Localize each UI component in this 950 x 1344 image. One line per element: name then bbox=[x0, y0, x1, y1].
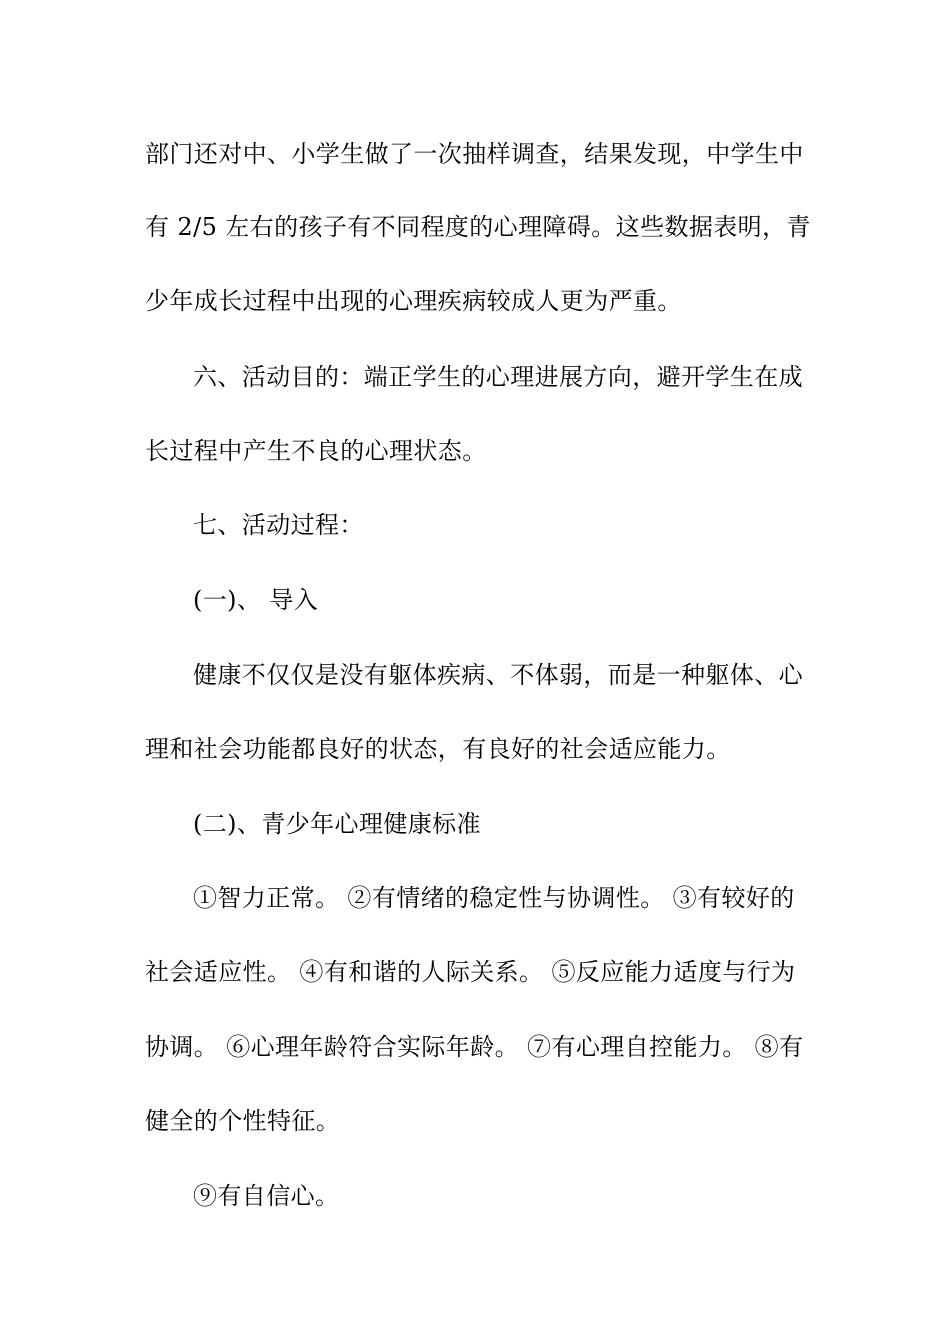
text-line: 部门还对中、小学生做了一次抽样调查，结果发现，中学生中 bbox=[145, 140, 804, 168]
section-heading: 七、活动过程： bbox=[193, 511, 364, 539]
text-line: 长过程中产生不良的心理状态。 bbox=[145, 437, 487, 465]
subsection-heading: (二)、青少年心理健康标准 bbox=[193, 810, 481, 838]
text-line: 少年成长过程中出现的心理疾病较成人更为严重。 bbox=[145, 287, 682, 315]
text-line: 协调。 ⑥心理年龄符合实际年龄。 ⑦有心理自控能力。 ⑧有 bbox=[145, 1033, 804, 1061]
text-line: 健全的个性特征。 bbox=[145, 1107, 341, 1135]
text-line: ①智力正常。 ②有情绪的稳定性与协调性。 ③有较好的 bbox=[193, 884, 795, 912]
subsection-heading: (一)、 导入 bbox=[193, 586, 319, 614]
text-line: 健康不仅仅是没有躯体疾病、不体弱，而是一种躯体、心 bbox=[193, 661, 803, 689]
paragraph-heading: 六、活动目的：端正学生的心理进展方向，避开学生在成 bbox=[193, 363, 803, 391]
text-line: ⑨有自信心。 bbox=[193, 1182, 340, 1210]
text-line: 社会适应性。 ④有和谐的人际关系。 ⑤反应能力适度与行为 bbox=[145, 958, 796, 986]
text-line: 有 2/5 左右的孩子有不同程度的心理障碍。这些数据表明，青 bbox=[145, 213, 811, 241]
text-line: 理和社会功能都良好的状态，有良好的社会适应能力。 bbox=[145, 735, 731, 763]
